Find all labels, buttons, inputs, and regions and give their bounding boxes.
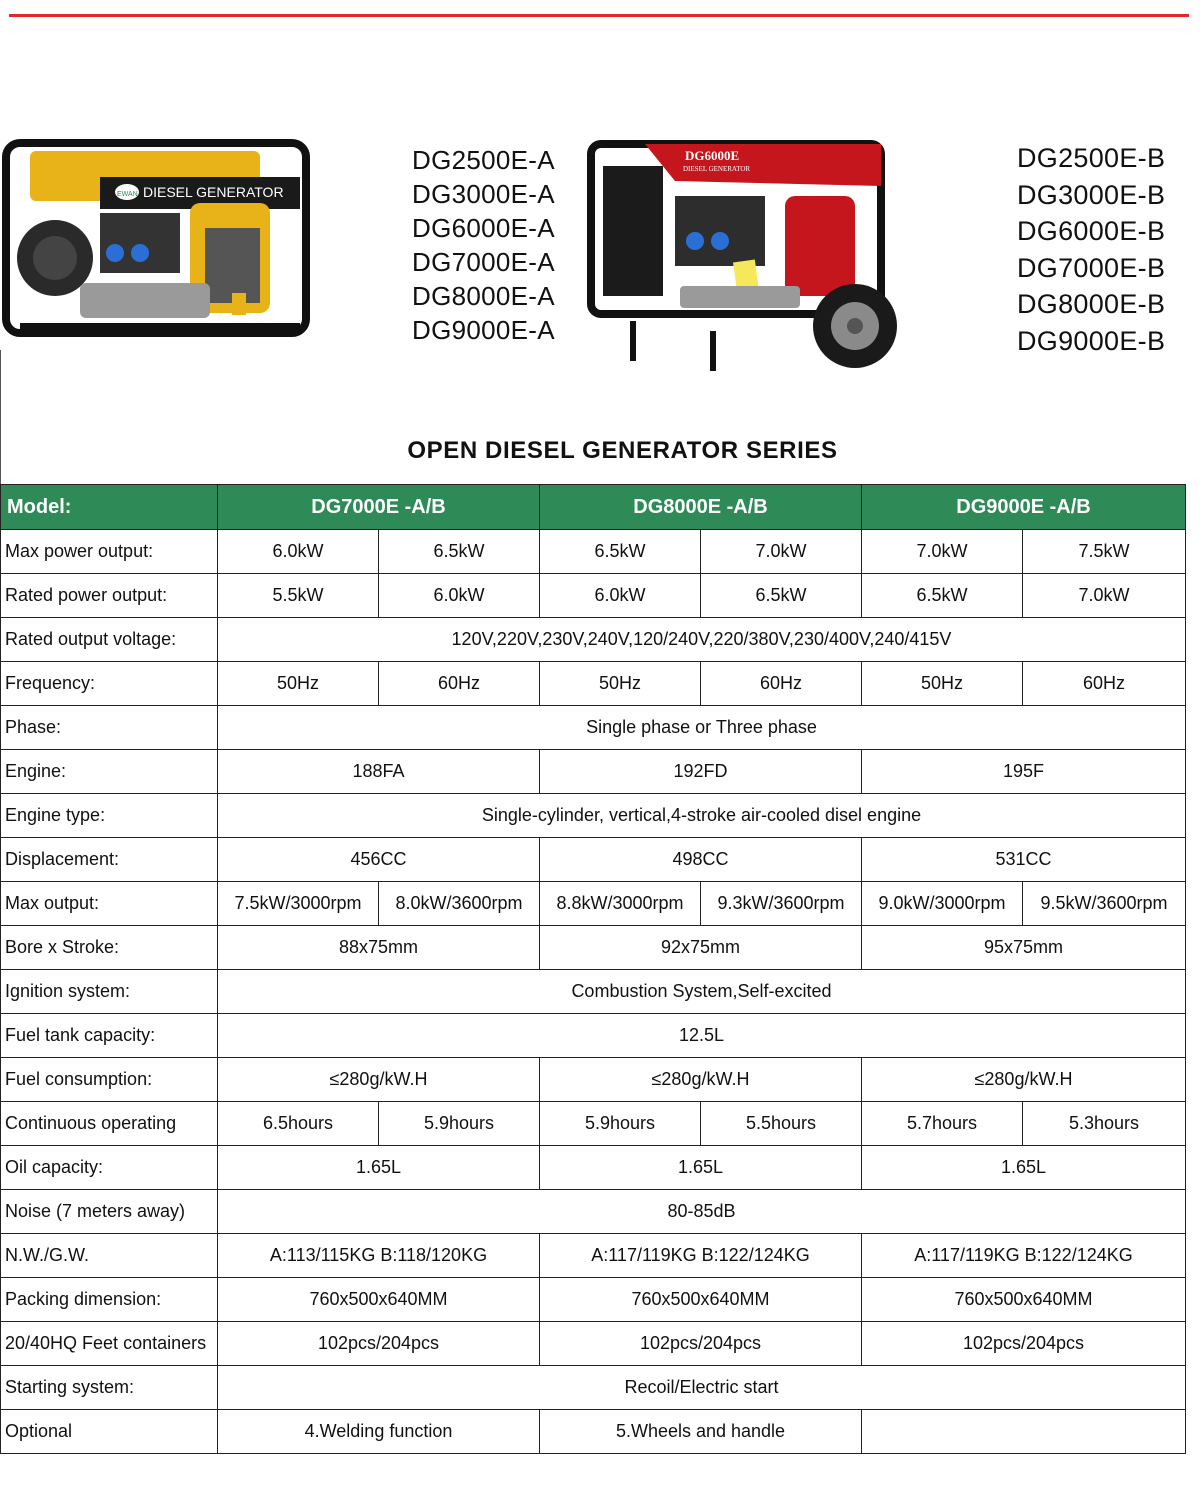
table-cell: 498CC [540, 838, 862, 882]
table-cell: 120V,220V,230V,240V,120/240V,220/380V,230/400V,240/415V [218, 618, 1186, 662]
row-label: Fuel consumption: [1, 1058, 218, 1102]
row-label: Rated power output: [1, 574, 218, 618]
row-label: Bore x Stroke: [1, 926, 218, 970]
table-cell: A:117/119KG B:122/124KG [862, 1234, 1186, 1278]
generator-b-image [585, 136, 903, 376]
spec-table [0, 484, 1186, 1454]
table-cell: 102pcs/204pcs [218, 1322, 540, 1366]
table-cell: 7.0kW [862, 530, 1023, 574]
table-cell: 50Hz [218, 662, 379, 706]
row-label: N.W./G.W. [1, 1234, 218, 1278]
table-cell: 6.0kW [379, 574, 540, 618]
row-label: Ignition system: [1, 970, 218, 1014]
table-row [1, 1410, 1186, 1454]
table-cell: 12.5L [218, 1014, 1186, 1058]
table-row [1, 838, 1186, 882]
brand-text-a: DIESEL GENERATOR [143, 184, 284, 200]
table-cell: 760x500x640MM [862, 1278, 1186, 1322]
table-cell: 6.5kW [862, 574, 1023, 618]
header-model-3: DG9000E -A/B [862, 485, 1186, 530]
table-cell: 8.0kW/3600rpm [379, 882, 540, 926]
table-cell: ≤280g/kW.H [218, 1058, 540, 1102]
row-label: Fuel tank capacity: [1, 1014, 218, 1058]
table-row [1, 926, 1186, 970]
table-cell: 195F [862, 750, 1186, 794]
row-label: Frequency: [1, 662, 218, 706]
table-cell: A:113/115KG B:118/120KG [218, 1234, 540, 1278]
table-row [1, 1366, 1186, 1410]
table-cell: 1.65L [218, 1146, 540, 1190]
table-cell: 6.5kW [701, 574, 862, 618]
header-model-label: Model: [1, 485, 218, 530]
header-model-1: DG7000E -A/B [218, 485, 540, 530]
table-cell: 88x75mm [218, 926, 540, 970]
row-label: Noise (7 meters away) [1, 1190, 218, 1234]
table-row [1, 750, 1186, 794]
table-cell: 9.3kW/3600rpm [701, 882, 862, 926]
table-cell: 8.8kW/3000rpm [540, 882, 701, 926]
model-b-4: DG7000E-B [1017, 252, 1166, 283]
table-row [1, 662, 1186, 706]
table-cell: 6.5hours [218, 1102, 379, 1146]
table-row [1, 1190, 1186, 1234]
row-label: Displacement: [1, 838, 218, 882]
table-cell: 7.5kW [1023, 530, 1186, 574]
table-cell: 6.5kW [540, 530, 701, 574]
table-row [1, 618, 1186, 662]
table-cell [862, 1410, 1186, 1454]
table-cell: 5.9hours [379, 1102, 540, 1146]
brand-text-b: DG6000E [685, 148, 740, 163]
table-cell: 456CC [218, 838, 540, 882]
table-row [1, 1102, 1186, 1146]
table-cell: Single-cylinder, vertical,4-stroke air-cooled disel engine [218, 794, 1186, 838]
row-label: Rated output voltage: [1, 618, 218, 662]
row-label: Oil capacity: [1, 1146, 218, 1190]
row-label: Max output: [1, 882, 218, 926]
table-cell: 50Hz [862, 662, 1023, 706]
table-cell: A:117/119KG B:122/124KG [540, 1234, 862, 1278]
row-label: Phase: [1, 706, 218, 750]
series-title: OPEN DIESEL GENERATOR SERIES [407, 437, 838, 464]
model-a-6: DG9000E-A [412, 315, 555, 345]
row-label: Packing dimension: [1, 1278, 218, 1322]
table-row [1, 574, 1186, 618]
table-cell: 760x500x640MM [218, 1278, 540, 1322]
table-cell: 60Hz [1023, 662, 1186, 706]
table-row [1, 1146, 1186, 1190]
model-b-3: DG6000E-B [1017, 216, 1166, 247]
table-cell: 92x75mm [540, 926, 862, 970]
table-header-row [1, 485, 1186, 530]
header-model-2: DG8000E -A/B [540, 485, 862, 530]
table-cell: 60Hz [379, 662, 540, 706]
row-label: Continuous operating [1, 1102, 218, 1146]
table-row [1, 970, 1186, 1014]
table-cell: 531CC [862, 838, 1186, 882]
table-cell: ≤280g/kW.H [862, 1058, 1186, 1102]
row-label: Starting system: [1, 1366, 218, 1410]
table-cell: 5.3hours [1023, 1102, 1186, 1146]
model-a-2: DG3000E-A [412, 179, 555, 209]
model-list-b [1017, 140, 1165, 360]
table-row [1, 1014, 1186, 1058]
table-cell: 6.0kW [218, 530, 379, 574]
model-a-3: DG6000E-A [412, 213, 555, 243]
table-cell: 95x75mm [862, 926, 1186, 970]
brand-logo-a: EWAN [117, 191, 138, 198]
table-cell: 5.9hours [540, 1102, 701, 1146]
model-a-5: DG8000E-A [412, 281, 555, 311]
table-cell: 50Hz [540, 662, 701, 706]
row-label: Optional [1, 1410, 218, 1454]
table-cell: 7.0kW [1023, 574, 1186, 618]
row-label: 20/40HQ Feet containers [1, 1322, 218, 1366]
row-label: Engine: [1, 750, 218, 794]
model-b-2: DG3000E-B [1017, 179, 1166, 210]
table-cell: 760x500x640MM [540, 1278, 862, 1322]
table-cell: 6.5kW [379, 530, 540, 574]
table-cell: 7.5kW/3000rpm [218, 882, 379, 926]
table-cell: 7.0kW [701, 530, 862, 574]
table-cell: Recoil/Electric start [218, 1366, 1186, 1410]
table-cell: 4.Welding function [218, 1410, 540, 1454]
table-row [1, 530, 1186, 574]
brand-sub-b: DIESEL GENERATOR [683, 165, 751, 173]
table-row [1, 1322, 1186, 1366]
table-row [1, 1058, 1186, 1102]
table-row [1, 794, 1186, 838]
table-cell: Single phase or Three phase [218, 706, 1186, 750]
table-cell: 1.65L [862, 1146, 1186, 1190]
row-label: Max power output: [1, 530, 218, 574]
model-b-5: DG8000E-B [1017, 289, 1166, 320]
table-row [1, 1234, 1186, 1278]
model-list-a [412, 143, 555, 347]
table-cell: 5.Wheels and handle [540, 1410, 862, 1454]
table-row [1, 706, 1186, 750]
top-red-rule [9, 14, 1189, 17]
table-cell: 80-85dB [218, 1190, 1186, 1234]
table-cell: 192FD [540, 750, 862, 794]
table-cell: 188FA [218, 750, 540, 794]
model-a-1: DG2500E-A [412, 145, 555, 175]
table-cell: 9.5kW/3600rpm [1023, 882, 1186, 926]
table-cell: 9.0kW/3000rpm [862, 882, 1023, 926]
table-cell: Combustion System,Self-excited [218, 970, 1186, 1014]
model-b-6: DG9000E-B [1017, 325, 1166, 356]
model-a-4: DG7000E-A [412, 247, 555, 277]
table-cell: ≤280g/kW.H [540, 1058, 862, 1102]
table-cell: 60Hz [701, 662, 862, 706]
row-label: Engine type: [1, 794, 218, 838]
table-cell: 1.65L [540, 1146, 862, 1190]
table-cell: 102pcs/204pcs [862, 1322, 1186, 1366]
table-row [1, 1278, 1186, 1322]
table-cell: 5.5kW [218, 574, 379, 618]
table-cell: 6.0kW [540, 574, 701, 618]
table-cell: 102pcs/204pcs [540, 1322, 862, 1366]
model-b-1: DG2500E-B [1017, 143, 1166, 173]
generator-a-image [0, 133, 312, 353]
table-cell: 5.5hours [701, 1102, 862, 1146]
table-cell: 5.7hours [862, 1102, 1023, 1146]
table-row [1, 882, 1186, 926]
